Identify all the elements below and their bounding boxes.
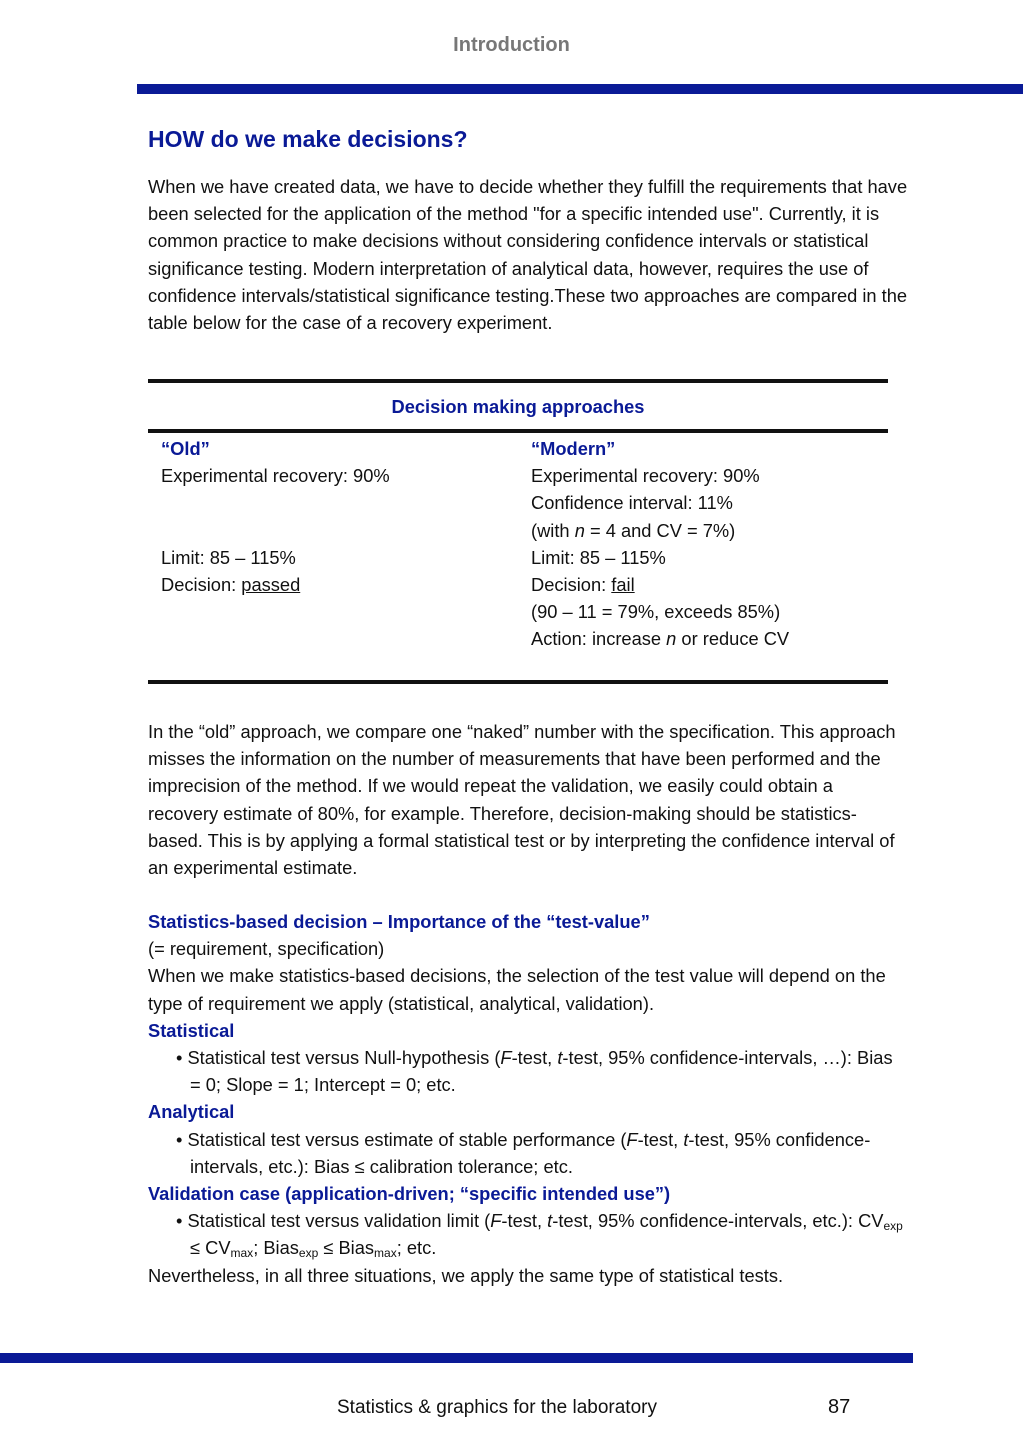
- bullet-text: -test,: [501, 1210, 548, 1232]
- ci-note-n: n: [574, 519, 585, 541]
- modern-action: [531, 625, 891, 652]
- subscript: exp: [883, 1219, 903, 1234]
- old-spacer: [161, 489, 511, 543]
- bullet-text: Statistical test versus Null-hypothesis (: [187, 1047, 501, 1069]
- bullet-text: Statistical test versus validation limit (: [187, 1210, 491, 1232]
- old-decision-prefix: Decision:: [161, 574, 242, 595]
- analytical-bullet: • Statistical test versus estimate of stable performance (F-test, t-test, 95% confidence-intervals, etc.): Bias ≤ calibration tolerance; etc.: [176, 1128, 871, 1177]
- statistical-bullet: • Statistical test versus Null-hypothesis (F-test, t-test, 95% confidence-intervals, …): Bias = 0; Slope = 1; Intercept = 0; etc.: [176, 1047, 893, 1096]
- f-symbol: F: [500, 1047, 512, 1069]
- table-header-rule: [148, 429, 888, 433]
- old-recovery: Experimental recovery: 90%: [161, 465, 390, 487]
- bullet-text: -test, 95% confidence-intervals, etc.): CV: [552, 1210, 884, 1232]
- modern-ci-note: [531, 517, 891, 544]
- t-symbol: t: [557, 1047, 563, 1069]
- validation-bullet: • Statistical test versus validation limit (F-test, t-test, 95% confidence-intervals, etc.): $CV_{exp} \le CV_{max}$; Bias$_{exp}$ ≤ Bias$_{max}$; etc.: [176, 1210, 903, 1261]
- validation-label: Validation case (application-driven; “specific intended use”): [148, 1183, 671, 1205]
- bullet-text: -test,: [511, 1047, 558, 1069]
- bullet-text: ≤ CV: [190, 1237, 231, 1259]
- modern-limit: Limit: 85 – 115%: [531, 546, 666, 568]
- footer-rule: [0, 1353, 913, 1363]
- modern-decision-prefix: Decision:: [531, 574, 612, 596]
- analytical-label: Analytical: [148, 1101, 235, 1123]
- subscript: max: [374, 1246, 397, 1261]
- statistics-section: [148, 908, 908, 1289]
- ci-note-b: = 4 and CV = 7%): [584, 519, 736, 541]
- table-top-rule: [148, 379, 888, 383]
- modern-calc: (90 – 11 = 79%, exceeds 85%): [531, 601, 781, 623]
- running-header: Introduction: [453, 34, 570, 56]
- bullet-text: ; etc.: [396, 1237, 437, 1259]
- bullet-text: Statistical test versus estimate of stable performance (: [187, 1128, 627, 1150]
- old-decision: [161, 571, 511, 598]
- modern-ci: Confidence interval: 11%: [531, 492, 733, 514]
- statistical-label: Statistical: [148, 1019, 235, 1041]
- modern-recovery: Experimental recovery: 90%: [531, 465, 760, 487]
- bullet-text: -test, 95% confidence-intervals, …): Bias = 0; Slope = 1; Intercept = 0; etc.: [190, 1047, 893, 1096]
- old-label: “Old”: [161, 438, 210, 459]
- page-heading: HOW do we make decisions?: [148, 126, 468, 152]
- stats-section-body: When we make statistics-based decisions, the selection of the test value will depend on the type of requirement we apply (statistical, analytical, validation).: [148, 965, 886, 1014]
- bullet-text: ≤ Bias: [318, 1237, 375, 1259]
- subscript: exp: [298, 1246, 319, 1261]
- header-rule: [137, 84, 1023, 94]
- subscript: max: [230, 1246, 254, 1261]
- modern-decision: [531, 571, 891, 598]
- table-bottom-rule: [148, 680, 888, 684]
- action-b: or reduce CV: [676, 628, 790, 650]
- table-column-modern: [531, 435, 891, 653]
- bullet-text: ; Bias: [253, 1237, 299, 1259]
- stats-section-closing: Nevertheless, in all three situations, we apply the same type of statistical tests.: [148, 1264, 784, 1286]
- action-n: n: [666, 628, 677, 650]
- modern-decision-value: fail: [611, 574, 635, 596]
- table-column-old: [161, 435, 511, 598]
- decision-table: [148, 379, 888, 687]
- footer-book-title: Statistics & graphics for the laboratory: [337, 1397, 657, 1418]
- page-number: 87: [828, 1396, 851, 1418]
- old-limit: Limit: 85 – 115%: [161, 546, 296, 568]
- action-a: Action: increase: [531, 628, 667, 650]
- stats-section-title: Statistics-based decision – Importance of the “test-value”: [148, 911, 650, 932]
- ci-note-a: (with: [531, 519, 575, 541]
- f-symbol: F: [626, 1128, 638, 1150]
- bullet-text: -test,: [637, 1128, 684, 1150]
- table-title: Decision making approaches: [391, 396, 645, 417]
- old-approach-paragraph: In the “old” approach, we compare one “naked” number with the specification. This approach misses the information on the number of measurements that have been performed and the imprecision of the method. If we would repeat the validation, we easily could obtain a recovery estimate of 80%, for example. Therefore, decision-making should be statistics-based. This is by applying a formal statistical test or by interpreting the confidence interval of an experimental estimate.: [148, 721, 896, 879]
- t-symbol: t: [547, 1210, 553, 1232]
- intro-paragraph: When we have created data, we have to decide whether they fulfill the requirements that have been selected for the application of the method "for a specific intended use". Currently, it is common practice to make decisions without considering confidence intervals or statistical significance testing. Modern interpretation of analytical data, however, requires the use of confidence intervals/statistical significance testing.These two approaches are compared in the table below for the case of a recovery experiment.: [148, 176, 908, 334]
- old-decision-value: passed: [241, 574, 301, 595]
- stats-section-subtitle: (= requirement, specification): [148, 938, 385, 960]
- modern-label: “Modern”: [531, 438, 616, 459]
- t-symbol: t: [683, 1128, 689, 1150]
- bullet-text: -test, 95% confidence-intervals, etc.): Bias ≤ calibration tolerance; etc.: [190, 1128, 871, 1177]
- f-symbol: F: [490, 1210, 502, 1232]
